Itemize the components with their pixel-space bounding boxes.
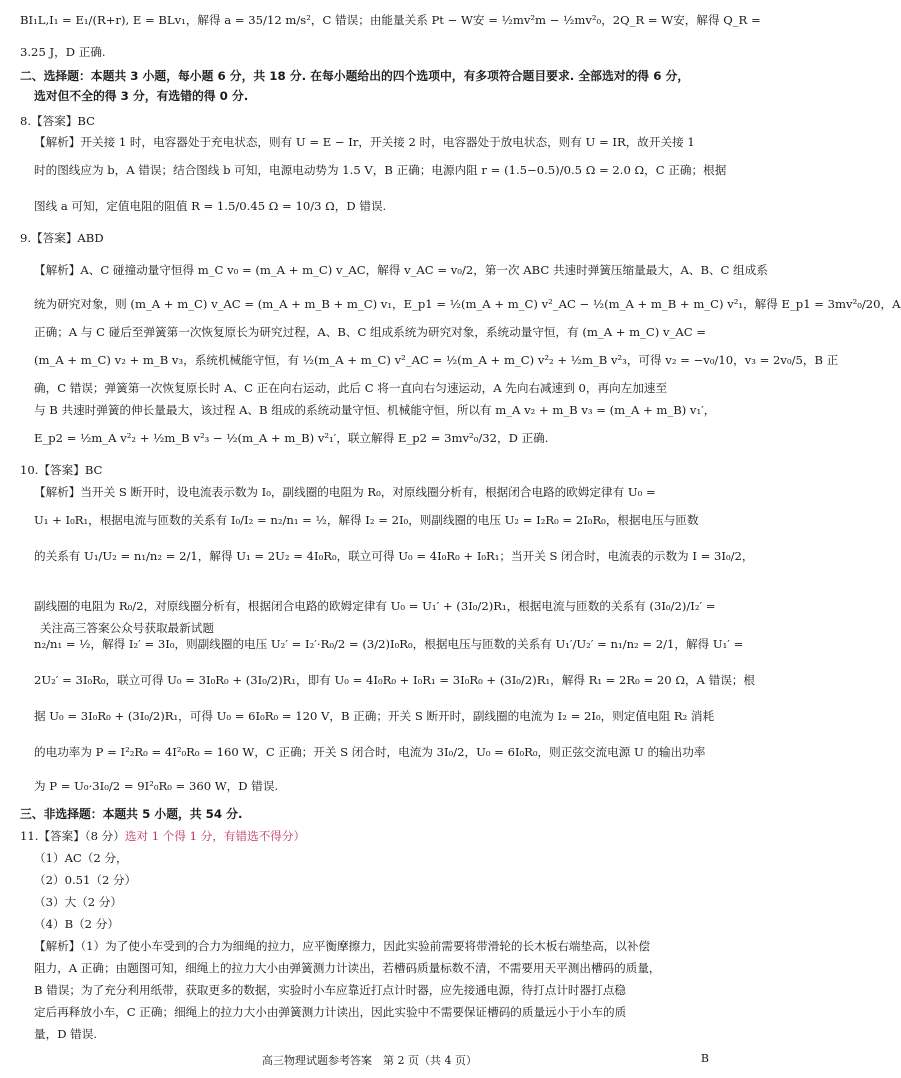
text-line: 【解析】当开关 S 断开时，设电流表示数为 I₀，副线圈的电阻为 R₀，对原线圈分析有，根据闭合电路的欧姆定律有 U₀ =	[34, 485, 656, 499]
scoring-note: 选对 1 个得 1 分，有错选不得分）	[124, 829, 306, 843]
text-line: 据 U₀ = 3I₀R₀ + (3I₀/2)R₁，可得 U₀ = 6I₀R₀ = 120 V，B 正确；开关 S 断开时，副线圈的电流为 I₂ = 2I₀，则定值电阻 R₂ 消耗	[34, 709, 715, 723]
text-line: 量，D 错误.	[34, 1027, 98, 1041]
text-line: 9.【答案】ABD	[20, 231, 104, 245]
text-line: 2U₂′ = 3I₀R₀，联立可得 U₀ = 3I₀R₀ + (3I₀/2)R₁，即有 U₀ = 4I₀R₀ + I₀R₁ = 3I₀R₀ + (3I₀/2)R₁，解得 R₁ = 2R₀ = 20 Ω，A 错误；根	[34, 673, 755, 687]
text-line: 为 P = U₀·3I₀/2 = 9I²₀R₀ = 360 W，D 错误.	[34, 779, 279, 793]
text-line: 定后再释放小车，C 正确；细绳上的拉力大小由弹簧测力计读出，因此实验中不需要保证槽码的质量远小于小车的质	[34, 1005, 627, 1019]
text-line: 时的图线应为 b，A 错误；结合图线 b 可知，电源电动势为 1.5 V，B 正确；电源内阻 r = (1.5−0.5)/0.5 Ω = 2.0 Ω，C 正确；根据	[34, 163, 727, 177]
page-footer: 高三物理试题参考答案 第 2 页（共 4 页）	[262, 1054, 477, 1067]
text-line: 11.【答案】（8 分）选对 1 个得 1 分，有错选不得分）	[20, 829, 306, 843]
text-line: 确，C 错误；弹簧第一次恢复原长时 A、C 正在向右运动，此后 C 将一直向右匀速运动，A 先向右减速到 0，再向左加速至	[34, 381, 668, 395]
text-line: 阻力，A 正确；由题图可知，细绳上的拉力大小由弹簧测力计读出，若槽码质量标数不清，不需要用天平测出槽码的质量，	[34, 961, 661, 975]
text-line: （1）AC（2 分，	[34, 851, 128, 865]
text-line: （4）B（2 分）	[34, 917, 119, 931]
text-line: BI₁L,I₁ = E₁/(R+r), E = BLv₁，解得 a = 35/12 m/s²，C 错误；由能量关系 Pt − W安 = ½mv²m − ½mv²₀，2Q_R = W安，解得 Q_R =	[20, 13, 761, 27]
text-line: 10.【答案】BC	[20, 463, 103, 477]
text-line: 的电功率为 P = I²₂R₀ = 4I²₀R₀ = 160 W，C 正确；开关 S 闭合时，电流为 3I₀/2，U₀ = 6I₀R₀，则正弦交流电源 U 的输出功率	[34, 745, 706, 759]
text-line: B 错误；为了充分利用纸带，获取更多的数据，实验时小车应靠近打点计时器，应先接通电源，待打点计时器打点稳	[34, 983, 626, 997]
text-line: n₂/n₁ = ½，解得 I₂′ = 3I₀，则副线圈的电压 U₂′ = I₂′·R₀/2 = (3/2)I₀R₀，根据电压与匝数的关系有 U₁′/U₂′ = n₁/n₂ = 2/1，解得 U₁′ =	[34, 637, 744, 651]
text-line: 关注高三答案公众号获取最新试题	[40, 621, 214, 635]
text-line: （2）0.51（2 分）	[34, 873, 137, 887]
paper-version-letter: B	[700, 1052, 709, 1065]
text-line: 【解析】A、C 碰撞动量守恒得 m_C v₀ = (m_A + m_C) v_AC，解得 v_AC = v₀/2，第一次 ABC 共速时弹簧压缩量最大，A、B、C 组成系	[34, 263, 768, 277]
text-line: （3）大（2 分）	[34, 895, 123, 909]
text-line: E_p2 = ½m_A v²₂ + ½m_B v²₃ − ½(m_A + m_B) v²₁′，联立解得 E_p2 = 3mv²₀/32，D 正确.	[34, 431, 549, 445]
text-line: 正确；A 与 C 碰后至弹簧第一次恢复原长为研究过程，A、B、C 组成系统为研究对象，系统动量守恒，有 (m_A + m_C) v_AC =	[34, 325, 707, 339]
text-line: 【解析】开关接 1 时，电容器处于充电状态，则有 U = E − Ir，开关接 2 时，电容器处于放电状态，则有 U = IR，故开关接 1	[34, 135, 695, 149]
text-line: 的关系有 U₁/U₂ = n₁/n₂ = 2/1，解得 U₁ = 2U₂ = 4I₀R₀，联立可得 U₀ = 4I₀R₀ + I₀R₁；当开关 S 闭合时，电流表的示数为 I = 3I₀/2，	[34, 549, 754, 563]
text-line: 统为研究对象，则 (m_A + m_C) v_AC = (m_A + m_B + m_C) v₁，E_p1 = ½(m_A + m_C) v²_AC − ½(m_A + m_B + m_C) v²₁，解得 E_p1 = 3mv²₀/20，A	[34, 297, 901, 311]
text-line: U₁ + I₀R₁，根据电流与匝数的关系有 I₀/I₂ = n₂/n₁ = ½，解得 I₂ = 2I₀，则副线圈的电压 U₂ = I₂R₀ = 2I₀R₀，根据电压与匝数	[34, 513, 699, 527]
text-line: (m_A + m_C) v₂ + m_B v₃，系统机械能守恒，有 ½(m_A + m_C) v²_AC = ½(m_A + m_C) v²₂ + ½m_B v²₃，可得 v₂ = −v₀/10，v₃ = 2v₀/5，B 正	[34, 353, 839, 367]
text-line: 与 B 共速时弹簧的伸长量最大，该过程 A、B 组成的系统动量守恒、机械能守恒，所以有 m_A v₂ + m_B v₃ = (m_A + m_B) v₁′，	[34, 403, 716, 417]
text-line: 3.25 J，D 正确.	[20, 45, 106, 59]
text-line: 【解析】（1）为了使小车受到的合力为细绳的拉力，应平衡摩擦力，因此实验前需要将带滑轮的长木板右端垫高，以补偿	[34, 939, 651, 953]
text-line: 8.【答案】BC	[20, 114, 96, 128]
text-line: 副线圈的电阻为 R₀/2，对原线圈分析有，根据闭合电路的欧姆定律有 U₀ = U₁′ + (3I₀/2)R₁，根据电流与匝数的关系有 (3I₀/2)/I₂′ =	[34, 599, 716, 613]
text-line: 三、非选择题：本题共 5 小题，共 54 分.	[20, 807, 243, 821]
text-line: 图线 a 可知，定值电阻的阻值 R = 1.5/0.45 Ω = 10/3 Ω，D 错误.	[34, 199, 387, 213]
text-line: 选对但不全的得 3 分，有选错的得 0 分.	[34, 89, 249, 103]
text-line: 二、选择题：本题共 3 小题，每小题 6 分，共 18 分. 在每小题给出的四个选项中，有多项符合题目要求. 全部选对的得 6 分，	[20, 69, 690, 83]
